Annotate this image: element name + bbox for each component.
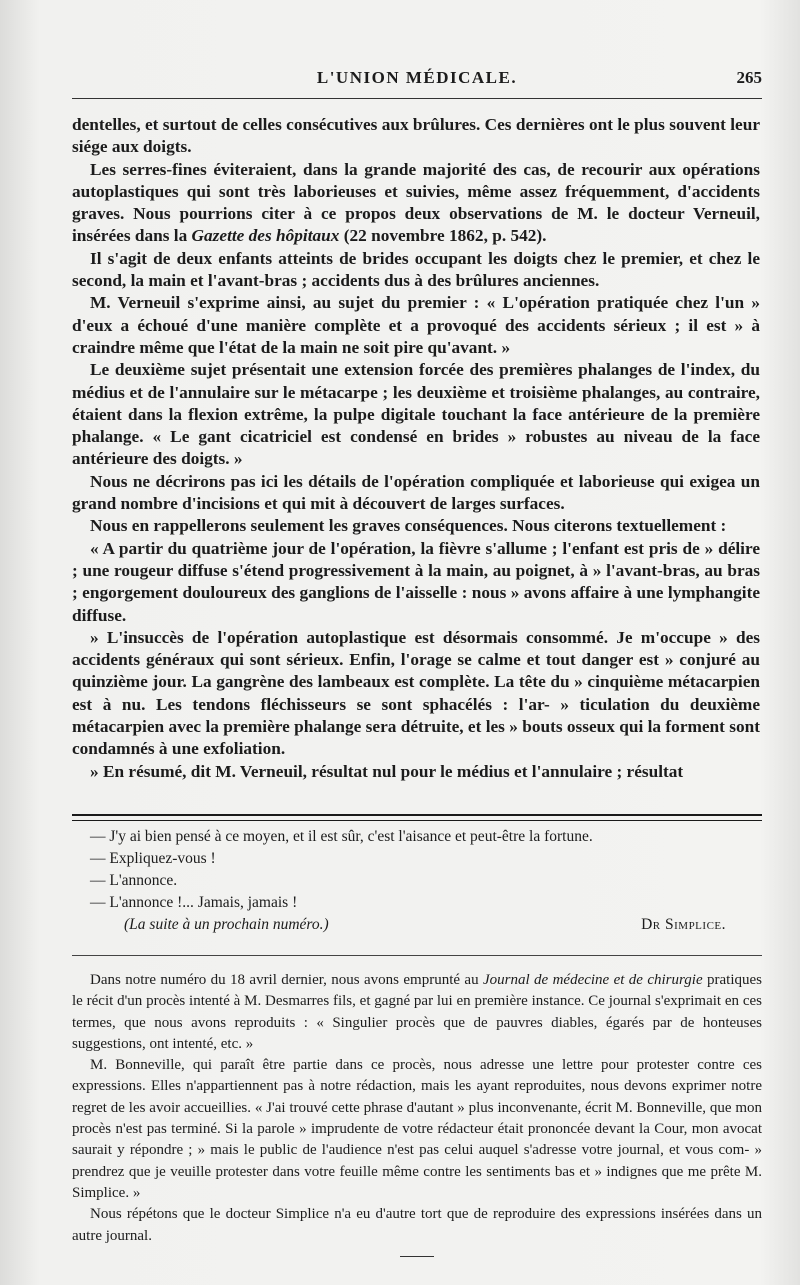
- main-article: [72, 114, 760, 783]
- author-signature: Dr Simplice.: [641, 916, 726, 933]
- journal-name-italic: Journal de médecine et de chirurgie: [482, 972, 703, 988]
- note-rule: [72, 955, 762, 956]
- feuilleton: [88, 826, 760, 936]
- dialog-line-1: — J'y ai bien pensé à ce moyen, et il est sûr, c'est l'aisance et peut-être la fortune.: [90, 828, 593, 845]
- note-paragraph-3: Nous répétons que le docteur Simplice n'a eu d'autre tort que de reproduire des expressions insérées dans un autre journal.: [72, 1206, 762, 1244]
- paragraph-6: Nous ne décrirons pas ici les détails de l'opération compliquée et laborieuse qui exigea un grand nombre d'incisions et qui mit à découvert de larges surfaces.: [72, 471, 760, 514]
- note-paragraph-1: [72, 970, 762, 1055]
- page-number: 265: [736, 68, 762, 87]
- editorial-note: [72, 970, 762, 1247]
- note-paragraph-2: M. Bonneville, qui paraît être partie dans ce procès, nous adresse une lettre pour protester contre ces expressions. Elles n'appartiennent pas à notre rédaction, mais les ayant reproduites, nous devons exprimer notre regret de les avoir accueillies. « J'ai trouvé cette phrase d'autant » plus inconvenante, écrit M. Bonneville, que mon procès n'est pas terminé. Si la parole » imprudente de votre rédacteur était prononcée devant la Cour, mon avocat saurait y répondre ; » mais le public de l'audience n'est pas celui auquel s'adresse votre journal, et vous com- » prendrez que je veuille protester dans votre feuille même contre les sentiments bas et » indignes que me prête M. Simplice. »: [72, 1057, 762, 1201]
- note-1-text-a: Dans notre numéro du 18 avril dernier, nous avons emprunté au: [90, 972, 483, 988]
- paragraph-3: Il s'agit de deux enfants atteints de brides occupant les doigts chez le premier, et chez le second, la main et l'avant-bras ; accidents dus à des brûlures anciennes.: [72, 248, 760, 291]
- feuilleton-rule: [72, 814, 762, 821]
- paragraph-8: « A partir du quatrième jour de l'opération, la fièvre s'allume ; l'enfant est pris de » délire ; une rougeur diffuse s'étend progressivement à la main, au poignet, à » l'avant-bras, au bras ; engorgement douloureux des ganglions de l'aisselle : nous » avons affaire à une lymphangite diffuse.: [72, 538, 760, 625]
- paragraph-2-text-a: Les serres-fines éviteraient, dans la grande majorité des cas, de recourir aux opérations autoplastiques qui sont très laborieuses et suivies, même assez fréquemment, d'accidents graves. Nous pourrions citer à ce propos deux observations de M. le docteur Verneuil, insérées dans la: [72, 159, 760, 246]
- paragraph-10: » En résumé, dit M. Verneuil, résultat nul pour le médius et l'annulaire ; résultat: [90, 761, 684, 781]
- paragraph-5: Le deuxième sujet présentait une extension forcée des premières phalanges de l'index, du médius et de l'annulaire sur le métacarpe ; les deuxième et troisième phalanges, au contraire, étaient dans la flexion extrême, la pulpe digitale touchant la face antérieure de la première phalange. « Le gant cicatriciel est condensé en brides » robustes au niveau de la face antérieure des doigts. »: [72, 360, 760, 469]
- paragraph-2: [72, 159, 760, 248]
- dialog-line-3: — L'annonce.: [90, 872, 178, 889]
- paragraph-7: Nous en rappellerons seulement les graves conséquences. Nous citerons textuellement :: [90, 516, 727, 536]
- paragraph-1: dentelles, et surtout de celles consécutives aux brûlures. Ces dernières ont le plus souvent leur siége aux doigts.: [72, 115, 760, 157]
- running-title: L'UNION MÉDICALE.: [316, 68, 518, 87]
- paragraph-4: M. Verneuil s'exprime ainsi, au sujet du premier : « L'opération pratiquée chez l'un » d'eux a échoué d'une manière complète et a provoqué des accidents sérieux ; il est » à craindre même que l'état de la main ne soit pire qu'avant. »: [72, 293, 760, 357]
- dialog-line-4: — L'annonce !... Jamais, jamais !: [90, 894, 298, 911]
- paragraph-9: » L'insuccès de l'opération autoplastique est désormais consommé. Je m'occupe » des accidents généraux qui sont sérieux. Enfin, l'orage se calme et tout danger est » conjuré au quinzième jour. La gangrène des lambeaux est complète. La tête du » cinquième métacarpien est à nu. Les tendons fléchisseurs se sont sphacélés : l'ar- » ticulation du deuxième métacarpien avec la première phalange sera détruite, et les » bouts osseux qui la forment sont condamnés à une exfoliation.: [72, 627, 760, 759]
- continuation-note: (La suite à un prochain numéro.): [124, 916, 329, 933]
- dialog-line-2: — Expliquez-vous !: [90, 850, 216, 867]
- suite-row: [88, 914, 760, 936]
- note-1-text-b: pratiques le récit d'un procès intenté à M. Desmarres fils, et gagné par lui en première instance. Ce journal s'exprimait en ces termes, que nous avons reproduits : « Singulier procès que de pauvres diables, égarés par de honteuses suggestions, ont intenté, etc. »: [72, 972, 763, 1052]
- journal-title-italic: Gazette des hôpitaux: [191, 226, 340, 246]
- header-rule: [72, 98, 762, 99]
- end-rule: [400, 1256, 434, 1257]
- paragraph-2-text-b: (22 novembre 1862, p. 542).: [339, 226, 547, 246]
- page-header: [72, 68, 762, 94]
